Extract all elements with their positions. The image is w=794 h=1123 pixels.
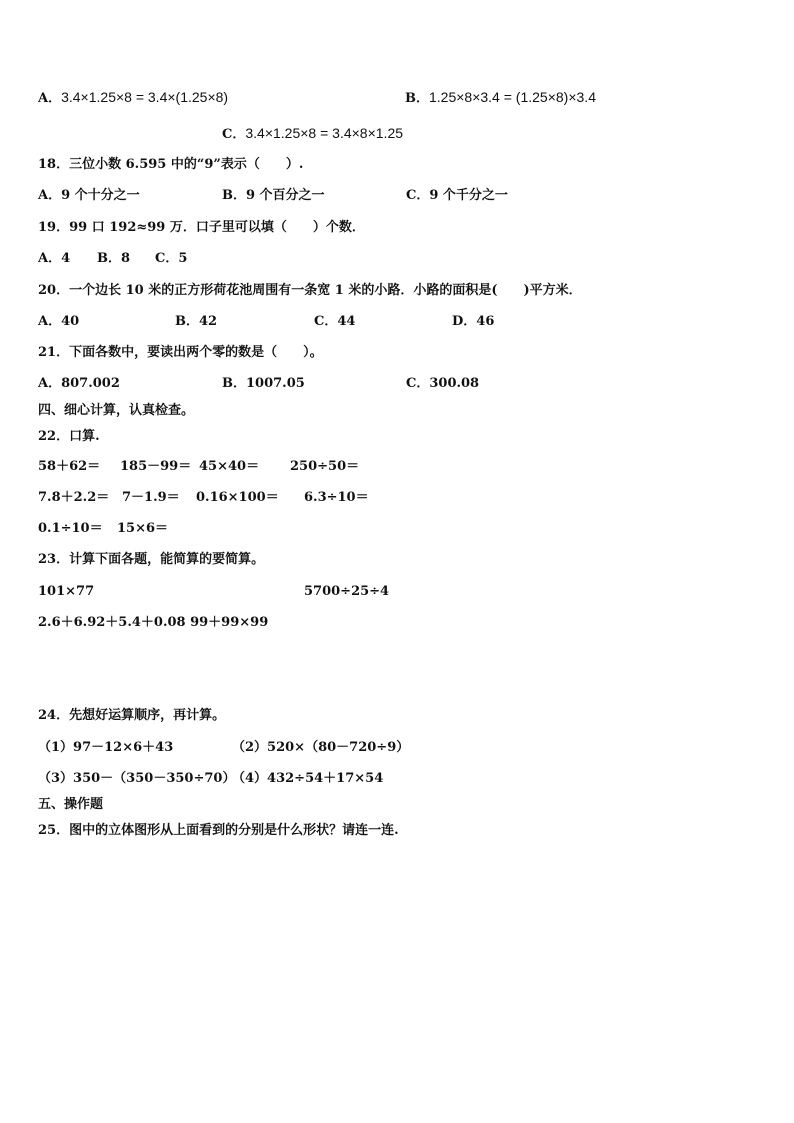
q23-stem: 23．计算下面各题，能简算的要简算。 bbox=[38, 552, 265, 567]
q17-option-a-label: A． bbox=[38, 91, 62, 106]
q21-option-b: B．1007.05 bbox=[222, 376, 305, 391]
q23-item-2: 5700÷25÷4 bbox=[304, 584, 390, 599]
q20-option-c: C．44 bbox=[314, 314, 356, 329]
q24-item-1: （1）97－12×6＋43 bbox=[38, 740, 174, 755]
section-5-heading: 五、操作题 bbox=[38, 797, 104, 812]
q22-r2-c4: 6.3÷10＝ bbox=[304, 490, 369, 505]
q20-option-b: B．42 bbox=[175, 314, 218, 329]
q17-option-c-label: C． bbox=[222, 127, 246, 142]
q17-option-a-expr: 3.4×1.25×8 = 3.4×(1.25×8) bbox=[61, 89, 229, 105]
q17-option-a bbox=[38, 89, 228, 107]
q17-option-b-label: B． bbox=[405, 91, 429, 106]
q19-option-a: A．4 bbox=[38, 251, 71, 266]
q18-option-b: B．9 个百分之一 bbox=[222, 188, 325, 203]
q18-stem: 18．三位小数 6.595 中的“9”表示（ ）. bbox=[38, 157, 304, 172]
q24-item-4: （4）432÷54＋17×54 bbox=[232, 771, 384, 786]
q22-r1-c1: 58＋62＝ bbox=[38, 459, 101, 474]
q22-r3-c1: 0.1÷10＝ bbox=[38, 521, 103, 536]
q17-option-c-expr: 3.4×1.25×8 = 3.4×8×1.25 bbox=[245, 125, 404, 141]
q24-item-3: （3）350－（350－350÷70） bbox=[38, 771, 236, 786]
q22-stem: 22．口算. bbox=[38, 429, 100, 444]
q18-option-a: A．9 个十分之一 bbox=[38, 188, 140, 203]
section-4-heading: 四、细心计算，认真检查。 bbox=[38, 403, 195, 418]
q21-option-c: C．300.08 bbox=[406, 376, 480, 391]
q19-stem: 19．99 口 192≈99 万．口子里可以填（ ）个数． bbox=[38, 220, 365, 235]
q21-option-a: A．807.002 bbox=[38, 376, 120, 391]
q18-option-c: C．9 个千分之一 bbox=[406, 188, 508, 203]
q23-item-3: 2.6＋6.92＋5.4＋0.08 99＋99×99 bbox=[38, 615, 269, 630]
q22-r2-c3: 0.16×100＝ bbox=[196, 490, 279, 505]
q21-stem: 21．下面各数中，要读出两个零的数是（ ）。 bbox=[38, 345, 323, 360]
q19-option-c: C．5 bbox=[155, 251, 188, 266]
q24-stem: 24．先想好运算顺序，再计算。 bbox=[38, 708, 226, 723]
q22-r3-c2: 15×6＝ bbox=[117, 521, 169, 536]
q22-r1-c3: 45×40＝ bbox=[199, 459, 260, 474]
q25-stem: 25．图中的立体图形从上面看到的分别是什么形状？请连一连. bbox=[38, 823, 399, 838]
q22-r2-c2: 7－1.9＝ bbox=[122, 490, 180, 505]
q22-r1-c4: 250÷50＝ bbox=[290, 459, 360, 474]
q19-option-b: B．8 bbox=[97, 251, 131, 266]
q17-option-b bbox=[405, 89, 596, 107]
q17-option-b-expr: 1.25×8×3.4 = (1.25×8)×3.4 bbox=[429, 89, 596, 105]
q17-option-c bbox=[222, 125, 403, 143]
q22-r1-c2: 185－99＝ bbox=[120, 459, 192, 474]
q24-item-2: （2）520×（80－720÷9） bbox=[232, 740, 410, 755]
q22-r2-c1: 7.8＋2.2＝ bbox=[38, 490, 110, 505]
q23-item-1: 101×77 bbox=[38, 584, 95, 599]
q20-stem: 20．一个边长 10 米的正方形荷花池周围有一条宽 1 米的小路．小路的面积是( )平方米． bbox=[38, 283, 582, 298]
q20-option-d: D．46 bbox=[452, 314, 495, 329]
q20-option-a: A．40 bbox=[38, 314, 80, 329]
